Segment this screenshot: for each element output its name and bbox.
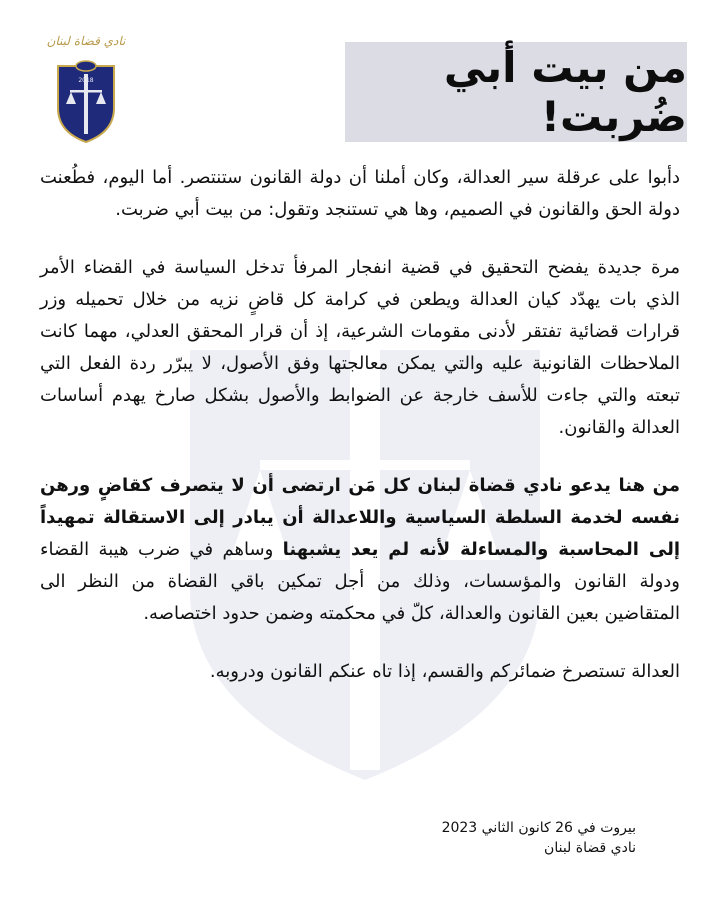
logo — [36, 34, 136, 146]
logo-text: نادي قضاة لبنان — [46, 34, 126, 48]
paragraph-1: دأبوا على عرقلة سير العدالة، وكان أملنا أن دولة القانون ستنتصر. أما اليوم، فطُعنت دولة الحق والقانون في الصميم، وها هي تستنجد وتقول: من بيت أبي ضربت. — [40, 167, 680, 220]
title-banner — [345, 42, 687, 142]
call-bold-text: من هنا يدعو نادي قضاة لبنان كل مَن ارتضى أن لا يتصرف كقاضٍ ورهن نفسه لخدمة السلطة السياسية واللاعدالة أن يبادر إلى الاستقالة تمهيداً إلى المحاسبة والمساءلة لأنه لم يعد يشبهنا — [40, 475, 681, 560]
signature: نادي قضاة لبنان — [544, 840, 636, 856]
statement-body — [40, 162, 680, 714]
svg-text:2018: 2018 — [78, 77, 94, 84]
call-normal-text: وساهم في ضرب هيبة القضاء ودولة القانون والمؤسسات، وذلك من أجل تمكين باقي القضاة من النظر الى المتقاضين بعين القانون والعدالة، كلّ في محكمته وضمن حدود اختصاصه. — [40, 539, 680, 624]
signature-block — [442, 818, 636, 858]
judges-club-shield-icon — [54, 52, 118, 144]
paragraph-2: مرة جديدة يفضح التحقيق في قضية انفجار المرفأ تدخل السياسة في القضاء الأمر الذي بات يهدّد كيان العدالة ويطعن في كرامة كل قاضٍ نزيه من خلال تحميله وزر قرارات قضائية تفتقر لأدنى مقومات الشرعية، إذ أن قرار المحقق العدلي، مهما كانت الملاحظات القانونية عليه والتي يمكن معالجتها وفق الأصول، لا يبرّر ردة الفعل التي تبعته والتي جاءت للأسف خارجة عن الضوابط والأصول بشكل صارخ يهدم أساسات العدالة والقانون. — [40, 257, 680, 438]
paragraph-call — [40, 470, 680, 630]
page-title: من بيت أبي ضُربت! — [443, 43, 687, 141]
paragraph-closing: العدالة تستصرخ ضمائركم والقسم، إذا تاه عنكم القانون ودروبه. — [209, 661, 680, 682]
date-line: بيروت في 26 كانون الثاني 2023 — [441, 820, 636, 836]
